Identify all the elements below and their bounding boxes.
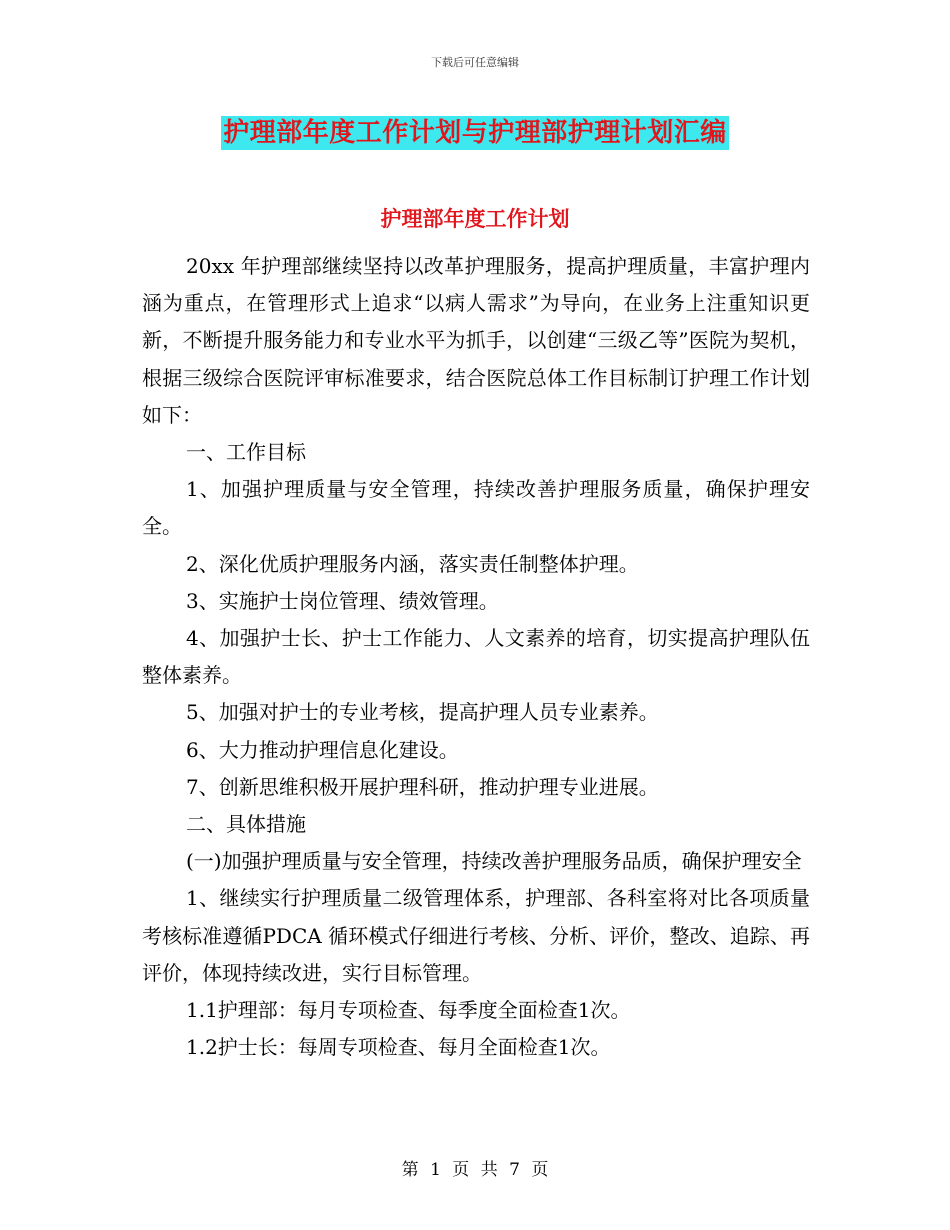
measure-item-1-1: 1.1护理部：每月专项检查、每季度全面检查1次。 (186, 998, 631, 1023)
section-title: 护理部年度工作计划 (380, 207, 570, 231)
measure-item-1-2: 1.2护士长：每周专项检查、每月全面检查1次。 (186, 1035, 611, 1060)
measure-item-1: 1、继续实行护理质量二级管理体系，护理部、各科室将对比各项质量考核标准遵循PDCA 循环模式仔细进行考核、分析、评价，整改、追踪、再评价，体现持续改进，实行目标管理。 (142, 886, 810, 985)
measure-subheading-1: (一)加强护理质量与安全管理，持续改善护理服务品质，确保护理安全 (186, 849, 802, 874)
heading-work-goals: 一、工作目标 (186, 440, 306, 465)
document-title-text: 护理部年度工作计划与护理部护理计划汇编 (223, 118, 727, 148)
goal-item-4: 4、加强护士长、护士工作能力、人文素养的培育，切实提高护理队伍整体素养。 (142, 626, 810, 688)
paragraph-intro: 20xx 年护理部继续坚持以改革护理服务，提高护理质量，丰富护理内涵为重点，在管理形式上追求“以病人需求”为导向，在业务上注重知识更新，不断提升服务能力和专业水平为抓手，以创建“三级乙等”医院为契机，根据三级综合医院评审标准要求，结合医院总体工作目标制订护理工作计划如下： (142, 254, 810, 427)
goal-item-1: 1、加强护理质量与安全管理，持续改善护理服务质量，确保护理安全。 (142, 477, 810, 539)
goal-item-6: 6、大力推动护理信息化建设。 (186, 737, 459, 762)
body-text (142, 248, 810, 1066)
header-note: 下载后可任意编辑 (431, 56, 519, 69)
goal-item-5: 5、加强对护士的专业考核，提高护理人员专业素养。 (186, 700, 659, 725)
document-title (0, 112, 950, 149)
heading-measures: 二、具体措施 (186, 812, 306, 837)
goal-item-2: 2、深化优质护理服务内涵，落实责任制整体护理。 (186, 551, 639, 576)
goal-item-3: 3、实施护士岗位管理、绩效管理。 (186, 588, 499, 613)
page-number: 第 1 页 共 7 页 (401, 1160, 549, 1180)
goal-item-7: 7、创新思维积极开展护理科研，推动护理专业进展。 (186, 774, 659, 799)
